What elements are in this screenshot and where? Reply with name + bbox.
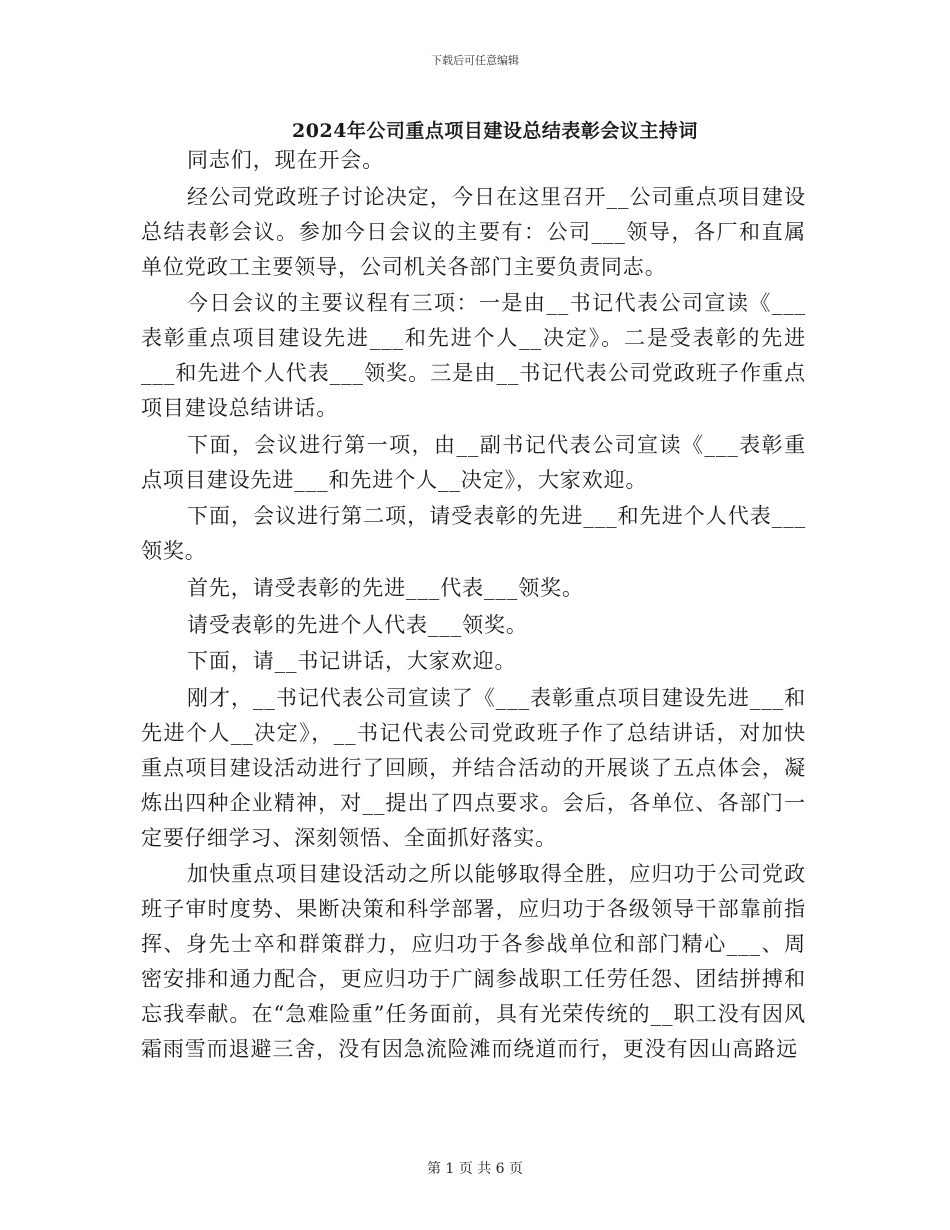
page-header-note: 下载后可任意编辑	[431, 54, 519, 67]
paragraph: 加快重点项目建设活动之所以能够取得全胜，应归功于公司党政班子审时度势、果断决策和科学部署，应归功于各级领导干部靠前指挥、身先士卒和群策群力，应归功于各参战单位和部门精心___、周密安排和通力配合，更应归功于广阔参战职工任劳任怨、团结拼搏和忘我奉献。在“急难险重”任务面前，具有光荣传统的__职工没有因风霜雨雪而退避三舍，没有因急流险滩而绕道而行，更没有因山高路远	[141, 862, 806, 1062]
paragraph: 下面，会议进行第一项，由__副书记代表公司宣读《___表彰重点项目建设先进___和先进个人__决定》，大家欢迎。	[141, 432, 806, 492]
paragraph: 请受表彰的先进个人代表___领奖。	[187, 612, 528, 637]
paragraph: 同志们，现在开会。	[187, 148, 385, 172]
paragraph: 下面，请__书记讲话，大家欢迎。	[187, 649, 517, 674]
paragraph: 刚才，__书记代表公司宣读了《___表彰重点项目建设先进___和先进个人__决定》，__书记代表公司党政班子作了总结讲话，对加快重点项目建设活动进行了回顾，并结合活动的开展谈了五点体会，凝炼出四种企业精神，对__提出了四点要求。会后，各单位、各部门一定要仔细学习、深刻领悟、全面抓好落实。	[141, 685, 806, 850]
page-number: 第 1 页 共 6 页	[426, 1161, 524, 1177]
paragraph: 经公司党政班子讨论决定，今日在这里召开__公司重点项目建设总结表彰会议。参加今日会议的主要有：公司___领导，各厂和直属单位党政工主要领导，公司机关各部门主要负责同志。	[141, 184, 806, 279]
document-body	[141, 143, 806, 1069]
paragraph: 首先，请受表彰的先进___代表___领奖。	[187, 575, 584, 600]
paragraph: 下面，会议进行第二项，请受表彰的先进___和先进个人代表___领奖。	[141, 504, 806, 564]
document-title: 2024年公司重点项目建设总结表彰会议主持词	[292, 120, 698, 142]
paragraph: 今日会议的主要议程有三项：一是由__书记代表公司宣读《___表彰重点项目建设先进___和先进个人__决定》。二是受表彰的先进___和先进个人代表___领奖。三是由__书记代表公司党政班子作重点项目建设总结讲话。	[141, 291, 806, 421]
